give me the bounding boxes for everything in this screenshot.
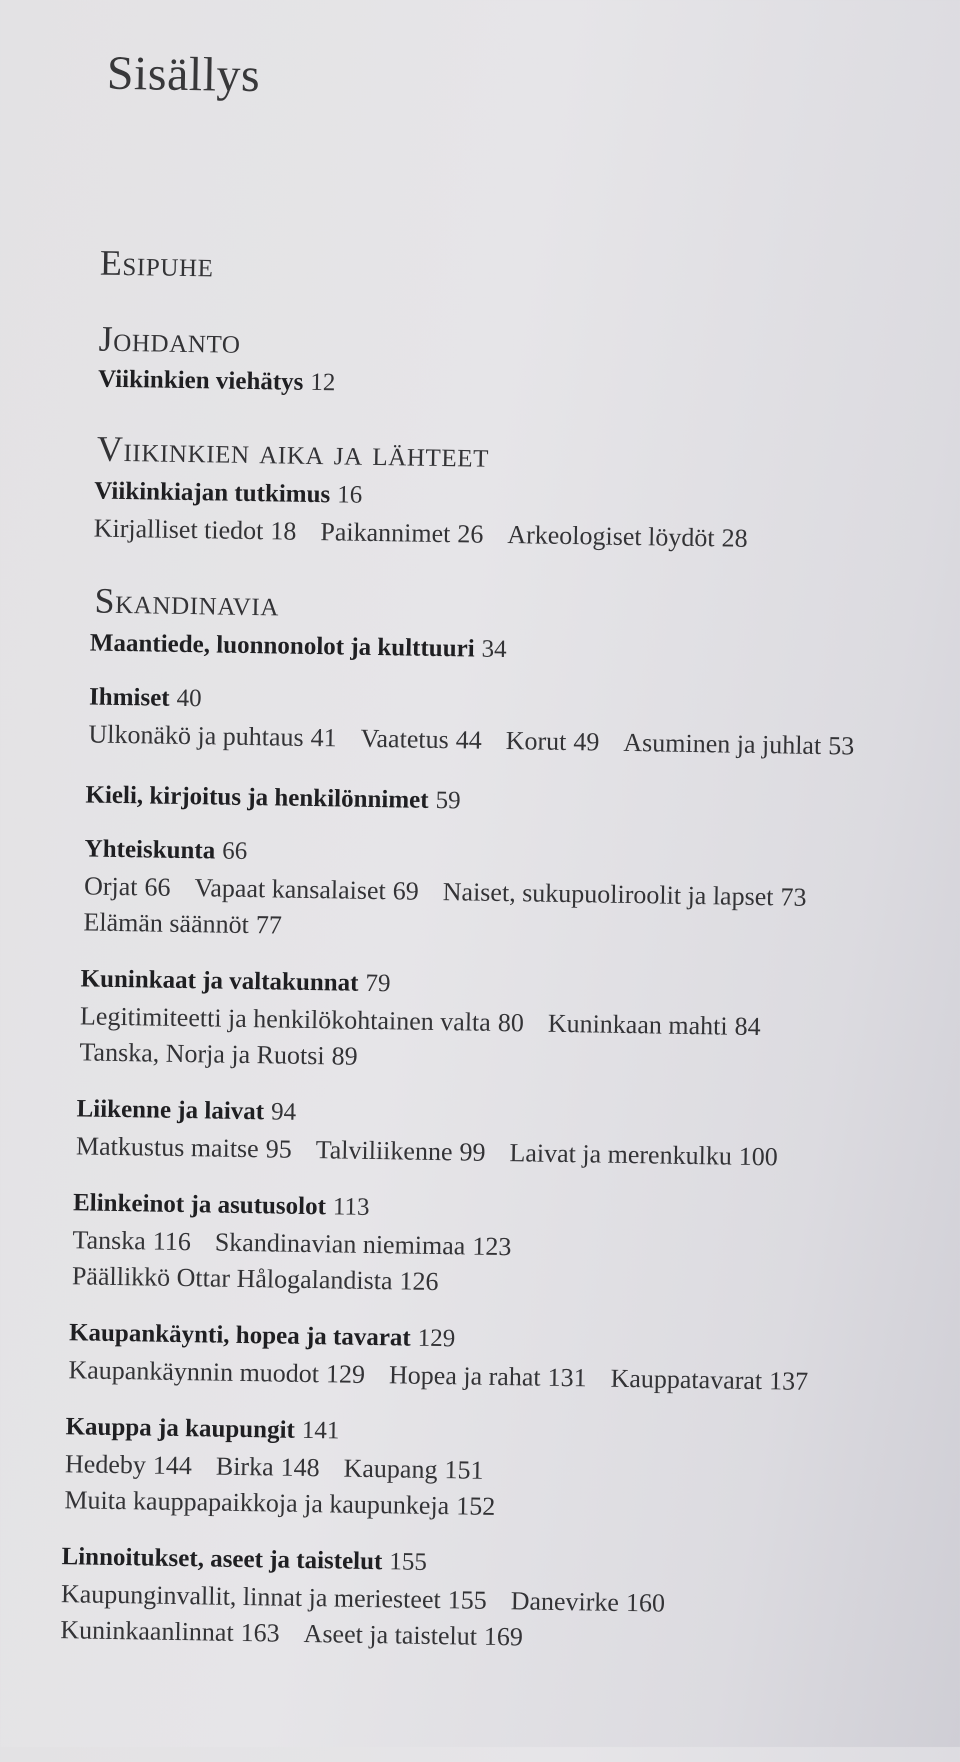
toc-chapter [61,1543,427,1577]
page-number: 40 [176,684,202,713]
page-number: 151 [444,1455,484,1485]
page-number: 12 [310,368,336,397]
page-number: 66 [144,872,171,902]
toc-section [64,1485,495,1522]
toc-section [343,1454,483,1486]
page-number: 84 [734,1011,761,1042]
toc-section [610,1364,808,1397]
section-title: Muita kauppapaikkoja ja kaupunkeja [64,1485,450,1521]
section-title: Kaupankäynnin muodot [68,1355,320,1389]
page-number: 79 [365,969,391,998]
section-title: Laivat ja merenkulku [509,1138,733,1171]
section-title: Kaupunginvallit, linnat ja meriesteet [60,1579,441,1615]
page-number: 26 [457,519,484,549]
page-number: 44 [455,725,482,755]
section-title: Hedeby [64,1449,147,1480]
toc-section-line [76,1131,802,1172]
chapter-title: Ihmiset [88,683,170,712]
section-title: Vaatetus [360,723,449,755]
toc-section [61,1579,487,1616]
toc-section [194,873,419,907]
section-title: Naiset, sukupuoliroolit ja lapset [442,877,774,912]
chapter-title: Maantiede, luonnonolot ja kulttuuri [89,629,475,663]
section-title: Birka [215,1451,274,1482]
section-title: Vapaat kansalaiset [194,873,387,906]
page-number: 53 [827,731,855,761]
toc-chapter [65,1413,339,1445]
page-number: 100 [738,1141,779,1172]
section-title: Skandinavian niemimaa [214,1227,466,1261]
toc-chapter [85,781,460,815]
toc-chapter [90,629,507,664]
page-number: 59 [435,786,461,815]
page-number: 89 [331,1041,358,1071]
toc-chapter [89,683,202,713]
chapter-title: Kieli, kirjoitus ja henkilönnimet [85,781,429,814]
toc-chapter [69,1319,456,1353]
page-number: 141 [301,1416,340,1445]
page-number: 155 [447,1585,487,1615]
toc-section-line [80,1001,785,1042]
toc-section [509,1138,778,1172]
page-number: 152 [456,1491,496,1521]
page-number: 99 [459,1137,486,1167]
section-title: Legitimiteetti ja henkilökohtainen valta [79,1001,492,1037]
chapter-title: Viikinkien viehätys [97,365,304,396]
toc-section [320,517,483,550]
page-number: 77 [255,910,283,940]
toc-section [60,1615,280,1648]
toc-section-line [68,1355,832,1397]
page-number: 66 [222,837,248,865]
page-number: 169 [483,1621,524,1652]
toc-section-line [93,514,771,555]
toc-section [548,1009,761,1042]
section-title: Aseet ja taistelut [303,1618,478,1651]
page-number: 163 [240,1617,280,1648]
page-number: 95 [265,1134,292,1164]
toc-section [315,1135,485,1168]
toc-section [216,1452,320,1484]
part-heading-johdanto: Johdanto [98,318,241,361]
section-title: Korut [505,726,567,756]
page-number: 49 [573,727,600,757]
toc-section-line [64,1485,519,1522]
page-number: 18 [270,516,297,546]
page-title: Sisällys [106,46,261,103]
section-title: Kuninkaanlinnat [60,1615,234,1647]
section-title: Tanska, Norja ja Ruotsi [79,1037,325,1071]
page-number: 113 [332,1193,370,1221]
page-number: 131 [547,1362,587,1393]
toc-section [510,1586,665,1618]
section-title: Paikannimet [320,517,451,549]
section-title: Hopea ja rahat [388,1360,541,1392]
page-number: 69 [392,876,420,906]
toc-chapter [94,478,362,510]
page-number: 94 [270,1098,297,1126]
toc-section [505,726,599,757]
section-title: Matkustus maitse [75,1131,259,1164]
section-title: Elämän säännöt [83,907,250,940]
page-number: 160 [625,1588,666,1618]
page-number: 144 [152,1450,193,1481]
page-number: 137 [768,1366,809,1396]
toc-section-line [84,871,831,913]
page-number: 155 [389,1548,428,1576]
page-number: 73 [780,882,807,912]
toc-section [360,724,482,756]
toc-section [76,1131,292,1164]
toc-section [443,877,807,913]
section-title: Talviliikenne [315,1135,453,1167]
toc-section [507,520,748,554]
toc-section-line [72,1225,535,1262]
toc-section [623,728,854,762]
section-title: Arkeologiset löydöt [507,520,715,553]
toc-section [88,719,337,753]
section-title: Kauppatavarat [610,1363,763,1396]
chapter-title: Kaupankäynti, hopea ja tavarat [68,1319,411,1352]
toc-section [80,1001,524,1038]
toc-section-line [61,1579,689,1619]
part-heading-skandinavia: Skandinavia [94,580,280,624]
toc-section [72,1225,191,1257]
part-heading-viikinkien-aika: Viikinkien aika ja lähteet [96,428,490,475]
toc-section [93,514,296,547]
toc-section-line [83,907,306,940]
chapter-title: Yhteiskunta [84,835,216,865]
page-number: 116 [152,1226,192,1257]
page-number: 129 [417,1324,456,1353]
toc-section [72,1261,439,1297]
toc-section-line [65,1449,508,1486]
section-title: Asuminen ja juhlat [623,727,822,760]
toc-section [83,907,282,940]
chapter-title: Elinkeinot ja asutusolot [72,1189,327,1221]
page-number: 16 [337,481,363,509]
toc-section [303,1619,523,1652]
section-title: Kaupang [343,1453,438,1485]
page-number: 126 [399,1266,439,1297]
page-number: 34 [481,635,507,664]
section-title: Orjat [83,871,138,902]
page-number: 41 [310,722,337,753]
toc-section-line [72,1261,463,1297]
section-title: Päällikkö Ottar Hålogalandista [71,1261,393,1296]
toc-section [84,871,171,902]
page-number: 80 [497,1007,525,1038]
toc-section [68,1355,365,1390]
chapter-title: Viikinkiajan tutkimus [94,477,331,509]
chapter-title: Kuninkaat ja valtakunnat [80,965,359,997]
toc-chapter [80,965,390,998]
toc-section-line [88,719,878,761]
toc-section [389,1360,587,1393]
part-heading-esipuhe: Esipuhe [99,242,214,285]
toc-chapter [84,835,247,866]
section-title: Ulkonäkö ja puhtaus [88,719,304,752]
toc-chapter [98,366,336,398]
section-title: Danevirke [510,1586,620,1617]
toc-chapter [73,1189,370,1222]
toc-section [215,1228,512,1263]
toc-section-line [79,1037,382,1072]
section-title: Kuninkaan mahti [547,1008,728,1041]
page-number: 148 [280,1452,320,1483]
chapter-title: Liikenne ja laivat [76,1095,265,1126]
toc-section [79,1037,358,1071]
section-title: Tanska [72,1225,147,1256]
page-number: 123 [472,1231,512,1262]
page-number: 129 [325,1359,366,1389]
toc-section-line [60,1615,547,1653]
toc-section [65,1449,192,1481]
page-number: 28 [721,523,748,553]
section-title: Kirjalliset tiedot [93,513,264,546]
chapter-title: Kauppa ja kaupungit [65,1413,296,1444]
chapter-title: Linnoitukset, aseet ja taistelut [61,1543,383,1576]
toc-chapter [76,1095,296,1126]
